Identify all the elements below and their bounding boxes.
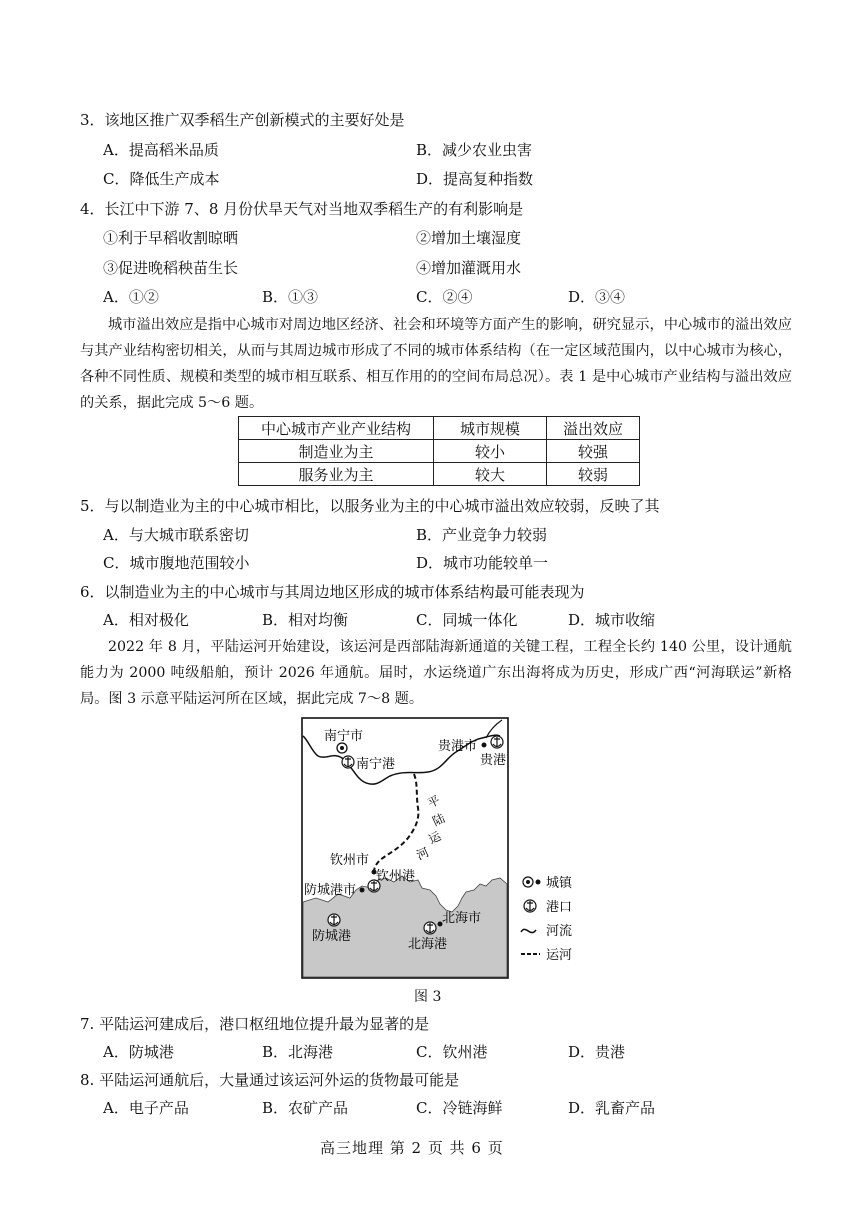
label-canal-char: 运 xyxy=(426,828,444,847)
q7-option-c: C．钦州港 xyxy=(416,1043,488,1061)
q3-option-a: A．提高稻米品质 xyxy=(103,141,219,159)
q6-option-b: B．相对均衡 xyxy=(262,611,349,629)
q5-option-b: B．产业竞争力较弱 xyxy=(416,526,548,544)
page-footer: 高三地理 第 2 页 共 6 页 xyxy=(320,1139,504,1157)
table-cell: 服务业为主 xyxy=(239,463,434,486)
table-row xyxy=(239,440,640,463)
q8-option-a: A．电子产品 xyxy=(103,1099,189,1117)
table-cell: 制造业为主 xyxy=(239,440,434,463)
q7-option-b: B．北海港 xyxy=(262,1043,334,1061)
town-dot-fangcheng xyxy=(360,888,365,893)
q8-stem: 8. 平陆运河通航后，大量通过该运河外运的货物最可能是 xyxy=(80,1071,460,1089)
q4-statement-3: ③促进晚稻秧苗生长 xyxy=(103,259,239,277)
passage-urban-spillover-text: 城市溢出效应是指中心城市对周边地区经济、社会和环境等方面产生的影响，研究显示，中心城市的溢出效应与其产业结构密切相关，从而与其周边城市形成了不同的城市体系结构（在一定区域范围内，以中心城市为核心，各种不同性质、规模和类型的城市相互联系、相互作用的的空间布局总况）。表 1 是中心城市产业结构与溢出效应的关系，据此完成 5～6 题。 xyxy=(80,317,792,411)
passage-pinglu-canal xyxy=(80,634,792,712)
label-fangcheng-port: 防城港 xyxy=(312,929,352,944)
table-cell: 较弱 xyxy=(547,463,640,486)
q4-option-a: A．①② xyxy=(103,288,159,306)
passage-pinglu-canal-text: 2022 年 8 月，平陆运河开始建设，该运河是西部陆海新通道的关键工程，工程全长约 140 公里，设计通航能力为 2000 吨级船舶，预计 2026 年通航。届时，水运绕道广东出海将成为历史，形成广西“河海联运”新格局。图 3 示意平陆运河所在区域，据此完成 7～8 题。 xyxy=(80,639,792,707)
q4-statement-4: ④增加灌溉用水 xyxy=(416,259,522,277)
q8-option-c: C．冷链海鲜 xyxy=(416,1099,503,1117)
q3-stem: 3．该地区推广双季稻生产创新模式的主要好处是 xyxy=(80,111,405,129)
label-canal-char: 陆 xyxy=(430,810,448,829)
passage-urban-spillover xyxy=(80,312,792,416)
label-guigang-city: 贵港市 xyxy=(438,739,478,754)
q6-stem: 6．以制造业为主的中心城市与其周边地区形成的城市体系结构最可能表现为 xyxy=(80,583,585,601)
legend-town: 城镇 xyxy=(546,876,573,891)
label-canal-char: 平 xyxy=(425,792,443,811)
table-cell: 较大 xyxy=(434,463,547,486)
map-legend xyxy=(521,875,573,963)
label-fangcheng-city: 防城港市 xyxy=(304,883,357,898)
q7-stem: 7. 平陆运河建成后，港口枢纽地位提升最为显著的是 xyxy=(80,1015,430,1033)
q5-option-a: A．与大城市联系密切 xyxy=(103,526,249,544)
q3-option-c: C．降低生产成本 xyxy=(103,170,220,188)
label-nanning-port: 南宁港 xyxy=(356,757,396,772)
label-nanning-city: 南宁市 xyxy=(324,729,364,744)
q4-option-d: D．③④ xyxy=(568,288,626,306)
table-industry-spillover xyxy=(238,416,640,486)
q7-option-d: D．贵港 xyxy=(568,1043,626,1061)
legend-river: 河流 xyxy=(546,924,573,939)
label-canal-char: 河 xyxy=(414,844,432,863)
q7-option-a: A．防城港 xyxy=(103,1043,174,1061)
label-beihai-city: 北海市 xyxy=(442,911,482,926)
table-cell: 较小 xyxy=(434,440,547,463)
town-dot-guigang xyxy=(482,743,487,748)
table-header-cell: 城市规模 xyxy=(434,417,547,440)
label-qinzhou-port: 钦州港 xyxy=(376,869,416,884)
q5-stem: 5．与以制造业为主的中心城市相比，以服务业为主的中心城市溢出效应较弱，反映了其 xyxy=(80,497,660,515)
q4-stem: 4．长江中下游 7、8 月份伏旱天气对当地双季稻生产的有利影响是 xyxy=(80,200,524,218)
table-cell: 较强 xyxy=(547,440,640,463)
q5-option-d: D．城市功能较单一 xyxy=(416,554,549,572)
q4-statement-2: ②增加土壤湿度 xyxy=(416,229,522,247)
table-header-cell: 中心城市产业产业结构 xyxy=(239,417,434,440)
q6-option-d: D．城市收缩 xyxy=(568,611,656,629)
legend-canal: 运河 xyxy=(546,948,573,963)
table-row xyxy=(239,463,640,486)
q4-statement-1: ①利于早稻收割晾晒 xyxy=(103,229,239,247)
q4-option-b: B．①③ xyxy=(262,288,319,306)
q6-option-c: C．同城一体化 xyxy=(416,611,518,629)
legend-port: 港口 xyxy=(546,900,573,915)
q6-option-a: A．相对极化 xyxy=(103,611,189,629)
q3-option-d: D．提高复种指数 xyxy=(416,170,534,188)
label-qinzhou-city: 钦州市 xyxy=(330,853,370,868)
q5-option-c: C．城市腹地范围较小 xyxy=(103,554,250,572)
table-header-cell: 溢出效应 xyxy=(547,417,640,440)
q3-option-b: B．减少农业虫害 xyxy=(416,141,533,159)
table-header-row xyxy=(239,417,640,440)
figure-caption: 图 3 xyxy=(414,989,442,1005)
label-beihai-port: 北海港 xyxy=(408,937,448,952)
q8-option-d: D．乳畜产品 xyxy=(568,1099,656,1117)
canal-region-map xyxy=(290,712,610,982)
capital-city-dot xyxy=(340,746,344,750)
label-guigang-port: 贵港 xyxy=(480,753,507,768)
q8-option-b: B．农矿产品 xyxy=(262,1099,349,1117)
q4-option-c: C．②④ xyxy=(416,288,473,306)
